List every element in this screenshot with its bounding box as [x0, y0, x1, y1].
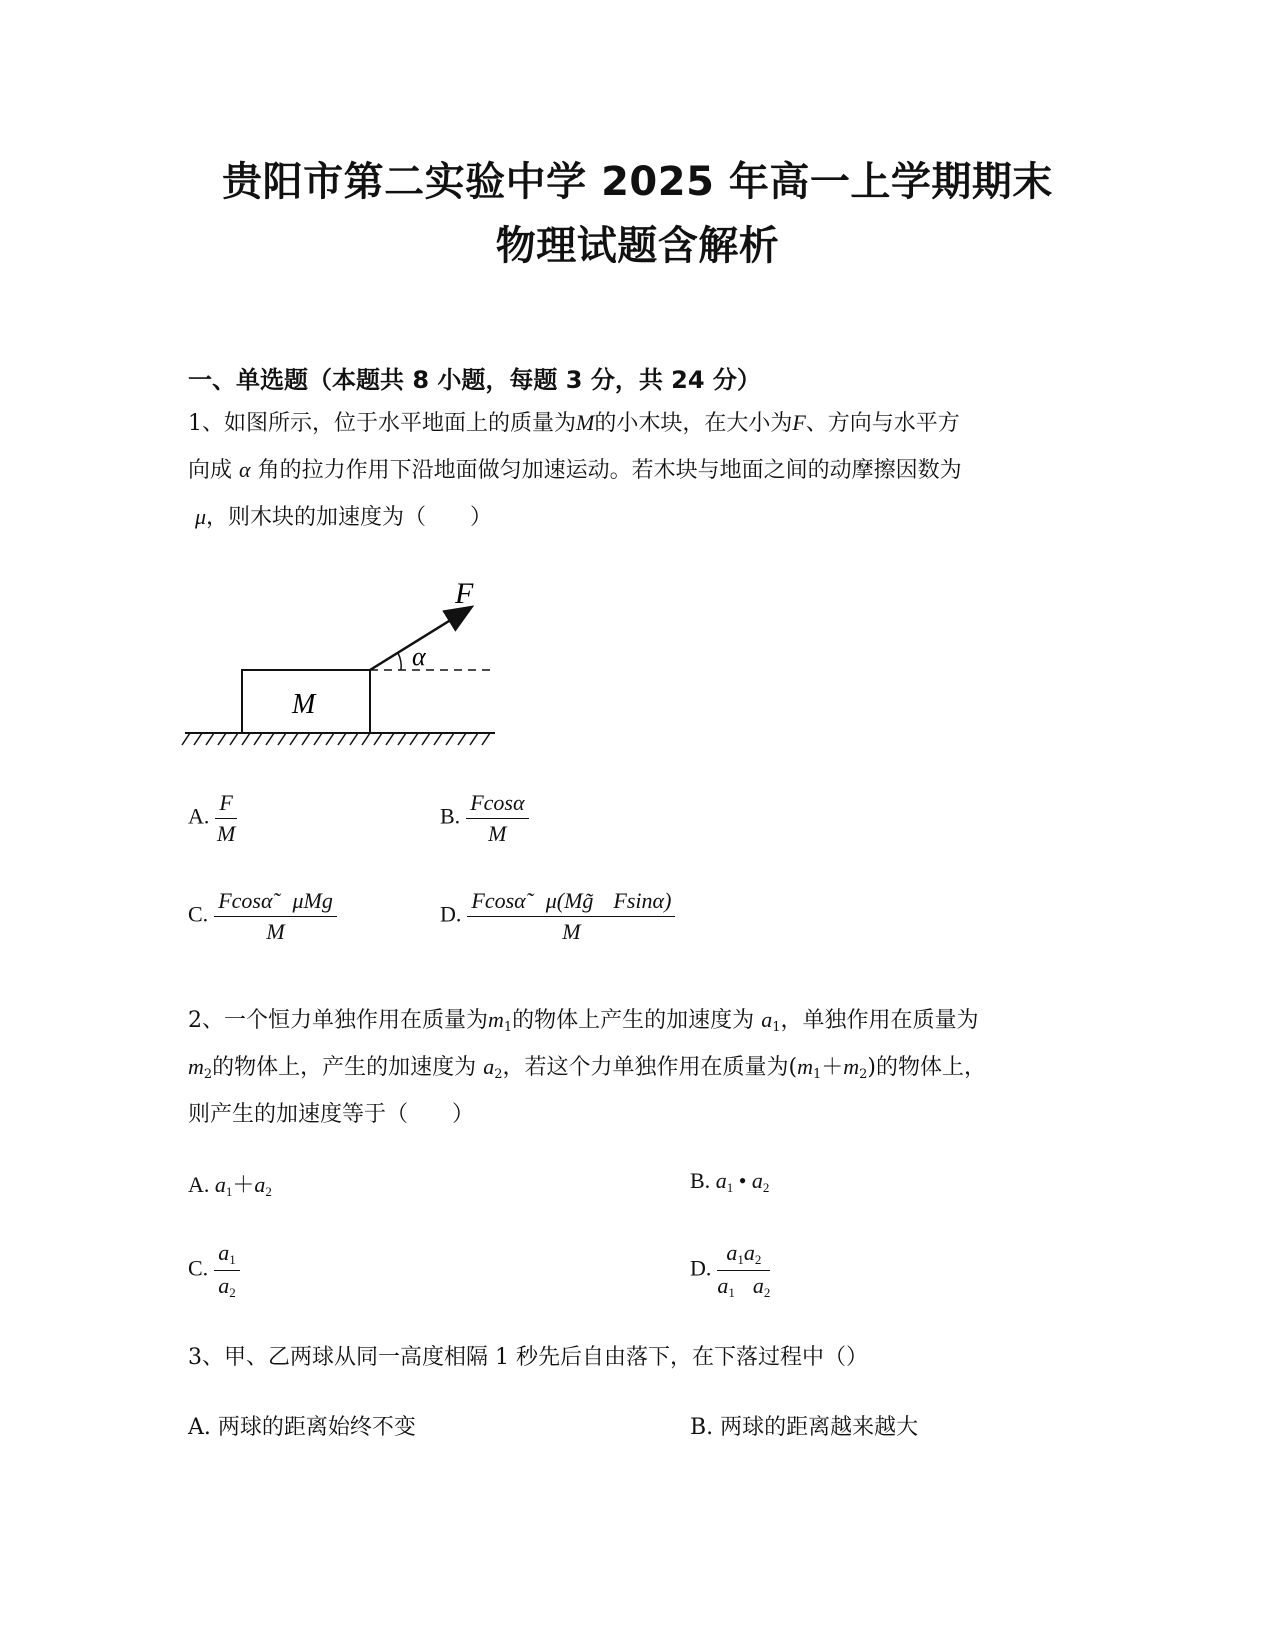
numerator: Fcosα: [466, 790, 528, 819]
dot-sign: •: [738, 1168, 747, 1193]
q1-stem-line2: [188, 453, 962, 484]
q1-force-diagram: [180, 575, 510, 765]
subscript: 2: [203, 1067, 213, 1082]
fraction: [466, 790, 528, 847]
numerator: [214, 888, 337, 917]
var-m: m: [797, 1054, 813, 1079]
denominator: [214, 1271, 240, 1301]
option-label: C.: [188, 901, 209, 927]
q1-option-d[interactable]: [440, 888, 675, 945]
q2-text: 2、一个恒力单独作用在质量为: [188, 1008, 488, 1033]
numerator: F: [215, 790, 236, 819]
plus-sign: ＋: [232, 1172, 255, 1197]
var-a: a: [715, 1168, 727, 1193]
var-m: m: [843, 1054, 860, 1079]
var-a: a: [726, 1240, 738, 1265]
fraction: [467, 888, 675, 945]
q2-text: )的物体上，: [867, 1055, 987, 1080]
subscript: 1: [229, 1252, 236, 1267]
numerator: [467, 888, 675, 917]
var-a: a: [717, 1273, 729, 1298]
q1-text: 、方向与水平方: [805, 411, 960, 436]
q2-stem-line3: 则产生的加速度等于（ ）: [188, 1102, 475, 1127]
var-a: a: [218, 1240, 230, 1265]
section-heading: 一、单选题（本题共 8 小题，每题 3 分，共 24 分）: [188, 366, 761, 394]
q1-var-alpha: α: [239, 457, 251, 482]
q1-stem-line1: [188, 406, 960, 437]
denominator: M: [562, 919, 581, 944]
subscript: 1: [737, 1252, 744, 1267]
numerator-part: Fcosα̃: [471, 888, 526, 913]
force-label: F: [455, 577, 474, 610]
var-a: a: [751, 1168, 763, 1193]
denominator: [717, 1271, 770, 1301]
q3-option-b[interactable]: B. 两球的距离越来越大: [690, 1415, 919, 1440]
option-label: A.: [188, 803, 210, 829]
q2-text: 的物体上产生的加速度为: [512, 1008, 755, 1033]
q3-option-a[interactable]: A. 两球的距离始终不变: [188, 1415, 416, 1440]
q1-var-f: F: [792, 410, 806, 435]
q1-text: ，则木块的加速度为（ ）: [206, 505, 493, 530]
subscript: 1: [726, 1180, 734, 1195]
var-a: a: [743, 1240, 755, 1265]
q1-text: 的小木块，在大小为: [594, 411, 793, 436]
q1-option-a[interactable]: [188, 790, 237, 847]
denominator: M: [216, 821, 236, 846]
q2-stem-line2: [188, 1050, 986, 1082]
subscript: 2: [229, 1285, 236, 1300]
subscript: 1: [772, 1020, 781, 1035]
angle-arc: [398, 653, 401, 670]
plus-sign: ＋: [821, 1055, 844, 1080]
subscript: 2: [754, 1252, 762, 1267]
var-m: m: [188, 1054, 204, 1079]
option-label: B.: [690, 1168, 711, 1193]
q1-option-c[interactable]: [188, 888, 337, 945]
numerator-part: μMg: [292, 888, 333, 913]
subscript: 2: [494, 1067, 503, 1082]
var-a: a: [761, 1007, 773, 1032]
option-label: B.: [440, 803, 461, 829]
denominator: M: [488, 821, 507, 846]
ground-hatch: [182, 733, 490, 745]
numerator-part: Fcosα̃: [218, 888, 273, 913]
option-label: C.: [188, 1255, 209, 1281]
fraction: [214, 888, 337, 945]
angle-label: α: [412, 642, 426, 671]
subscript: 2: [762, 1180, 770, 1195]
numerator: [717, 1240, 770, 1271]
var-a: a: [752, 1273, 764, 1298]
fraction: [214, 1240, 240, 1301]
q1-option-b[interactable]: [440, 790, 529, 847]
block-label: M: [292, 689, 316, 720]
q3-stem: 3、甲、乙两球从同一高度相隔 1 秒先后自由落下，在下落过程中（）: [188, 1345, 868, 1370]
subscript: 2: [763, 1285, 771, 1300]
q1-stem-line3: [188, 500, 492, 531]
q1-var-m: M: [576, 410, 595, 435]
numerator: [214, 1240, 240, 1271]
subscript: 2: [859, 1067, 868, 1082]
q2-text: ，若这个力单独作用在质量为(: [502, 1055, 798, 1080]
var-a: a: [483, 1054, 495, 1079]
var-a: a: [214, 1172, 226, 1197]
option-label: D.: [690, 1255, 712, 1281]
subscript: 1: [812, 1067, 822, 1082]
numerator-part: μ(Mg̃: [545, 888, 594, 913]
q2-option-d[interactable]: [690, 1240, 770, 1301]
subscript: 1: [225, 1184, 233, 1199]
q1-var-mu: μ: [195, 504, 207, 529]
q2-stem-line1: [188, 1003, 978, 1035]
q2-option-b[interactable]: [690, 1168, 769, 1196]
q2-text: ，单独作用在质量为: [780, 1008, 979, 1033]
var-a: a: [254, 1172, 266, 1197]
q2-option-c[interactable]: [188, 1240, 240, 1301]
q1-text: 向成: [188, 458, 233, 483]
subscript: 1: [728, 1285, 735, 1300]
q1-text: 角的拉力作用下沿地面做匀加速运动。若木块与地面之间的动摩擦因数为: [257, 458, 962, 483]
fraction: [215, 790, 236, 847]
fraction: [717, 1240, 770, 1301]
option-label: A.: [188, 1172, 210, 1197]
var-m: m: [488, 1007, 504, 1032]
numerator-part: Fsinα): [613, 888, 672, 913]
q2-text: 的物体上，产生的加速度为: [212, 1055, 477, 1080]
denominator: M: [266, 919, 285, 944]
option-label: D.: [440, 901, 462, 927]
q2-option-a[interactable]: [188, 1168, 272, 1200]
subscript: 1: [503, 1020, 513, 1035]
page-title-line2: 物理试题含解析: [495, 223, 780, 269]
q1-text: 1、如图所示，位于水平地面上的质量为: [188, 411, 576, 436]
page-title-line1: 贵阳市第二实验中学 2025 年高一上学期期末: [222, 159, 1053, 205]
subscript: 2: [265, 1184, 272, 1199]
var-a: a: [218, 1273, 230, 1298]
